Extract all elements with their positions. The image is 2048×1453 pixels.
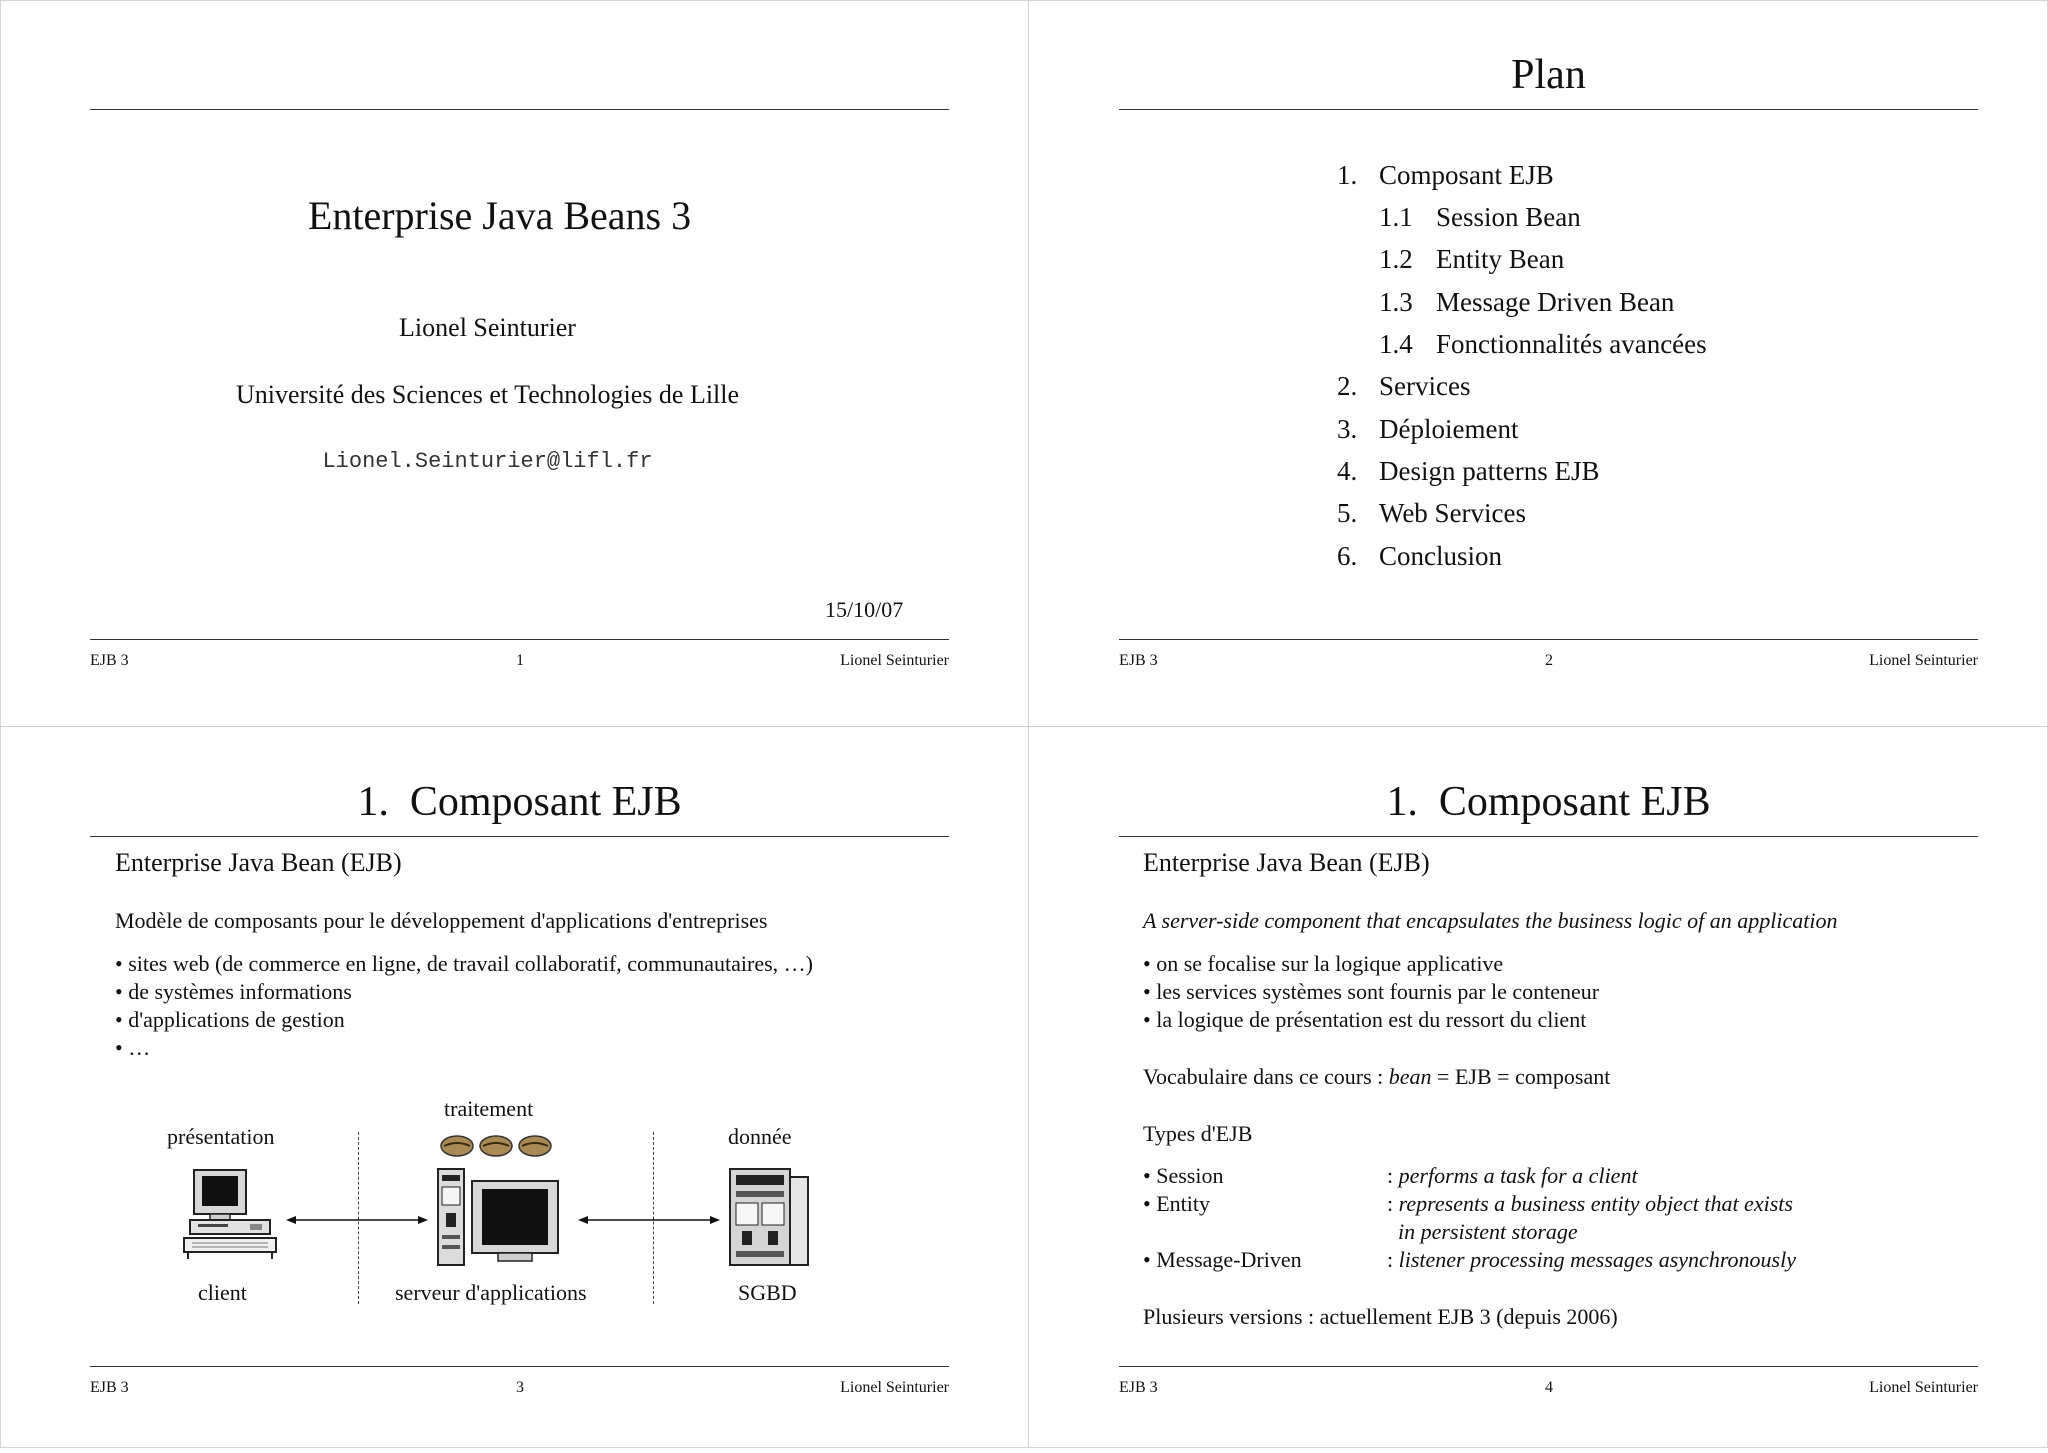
ejb-type-name: • Entity — [1143, 1191, 1210, 1216]
bottom-rule — [1119, 639, 1978, 640]
ejb-type-desc: : represents a business entity object that exists — [1387, 1191, 1793, 1216]
versions-line: Plusieurs versions : actuellement EJB 3 (depuis 2006) — [1143, 1304, 1618, 1329]
database-server-icon — [728, 1167, 812, 1271]
footer-left: EJB 3 — [90, 652, 129, 669]
bottom-rule — [90, 1366, 949, 1367]
plan-item: 3. Déploiement — [1337, 414, 1519, 444]
bullet-item: • les services systèmes sont fournis par le conteneur — [1143, 979, 1600, 1004]
plan-item: 4. Design patterns EJB — [1337, 456, 1600, 486]
presentation-date: 15/10/07 — [825, 597, 904, 622]
bullet-item: • sites web (de commerce en ligne, de travail collaboratif, communautaires, …) — [115, 951, 813, 976]
server-database-arrow — [578, 1211, 720, 1229]
plan-item: 1. Composant EJB — [1337, 160, 1554, 190]
bullet-item: • … — [115, 1035, 151, 1060]
label-traitement: traitement — [444, 1096, 534, 1121]
slide-title: Plan — [1511, 52, 1586, 98]
footer-page-number: 1 — [516, 652, 524, 669]
slide-1 — [0, 0, 1028, 726]
vocabulary-line: Vocabulaire dans ce cours : bean = EJB = composant — [1143, 1064, 1611, 1089]
plan-item: 1.4 Fonctionnalités avancées — [1379, 329, 1707, 359]
types-heading: Types d'EJB — [1143, 1121, 1253, 1146]
plan-item: 6. Conclusion — [1337, 541, 1503, 571]
bullet-item: • d'applications de gestion — [115, 1007, 345, 1032]
top-rule — [1119, 836, 1978, 837]
label-presentation: présentation — [167, 1124, 275, 1149]
footer-page-number: 4 — [1545, 1379, 1553, 1396]
application-server-icon — [436, 1167, 564, 1271]
slide-subtitle: Enterprise Java Bean (EJB) — [1143, 848, 1430, 877]
slide-2 — [1029, 0, 2048, 726]
label-client: client — [198, 1280, 247, 1305]
footer-right: Lionel Seinturier — [840, 652, 949, 669]
intro-text: Modèle de composants pour le développement d'applications d'entreprises — [115, 908, 768, 933]
footer-page-number: 3 — [516, 1379, 524, 1396]
label-sgbd: SGBD — [738, 1280, 797, 1305]
presentation-title: Enterprise Java Beans 3 — [307, 193, 692, 238]
ejb-type-desc: : listener processing messages asynchronously — [1387, 1247, 1796, 1272]
plan-item: 1.1 Session Bean — [1379, 202, 1581, 232]
bottom-rule — [90, 639, 949, 640]
ejb-type-name: • Session — [1143, 1163, 1224, 1188]
footer-right: Lionel Seinturier — [840, 1379, 949, 1396]
top-rule — [90, 836, 949, 837]
footer-left: EJB 3 — [90, 1379, 129, 1396]
ejb-type-name: • Message-Driven — [1143, 1247, 1302, 1272]
label-donnee: donnée — [728, 1124, 792, 1149]
bullet-item: • la logique de présentation est du ressort du client — [1143, 1007, 1587, 1032]
plan-item: 1.2 Entity Bean — [1379, 244, 1565, 274]
plan-item: 5. Web Services — [1337, 498, 1527, 528]
author-email: Lionel.Seinturier@lifl.fr — [322, 449, 653, 474]
slide-4 — [1029, 727, 2048, 1453]
ejb-definition: A server-side component that encapsulates the business logic of an application — [1143, 908, 1838, 933]
bullet-item: • on se focalise sur la logique applicative — [1143, 951, 1504, 976]
beans-icon — [440, 1133, 552, 1159]
slide-3 — [0, 727, 1028, 1453]
slide-title: 1. Composant EJB — [1386, 779, 1711, 825]
plan-item: 1.3 Message Driven Bean — [1379, 287, 1675, 317]
footer-right: Lionel Seinturier — [1869, 652, 1978, 669]
slide-subtitle: Enterprise Java Bean (EJB) — [115, 848, 402, 877]
top-rule — [90, 109, 949, 110]
plan-item: 2. Services — [1337, 371, 1471, 401]
footer-right: Lionel Seinturier — [1869, 1379, 1978, 1396]
footer-left: EJB 3 — [1119, 652, 1158, 669]
bottom-rule — [1119, 1366, 1978, 1367]
bullet-item: • de systèmes informations — [115, 979, 352, 1004]
footer-page-number: 2 — [1545, 652, 1553, 669]
university-name: Université des Sciences et Technologies de Lille — [235, 380, 740, 409]
label-server: serveur d'applications — [395, 1280, 587, 1305]
slide-title: 1. Composant EJB — [357, 779, 682, 825]
author-name: Lionel Seinturier — [399, 313, 576, 342]
ejb-type-desc-continued: in persistent storage — [1398, 1219, 1578, 1244]
client-computer-icon — [180, 1167, 280, 1263]
footer-left: EJB 3 — [1119, 1379, 1158, 1396]
client-server-arrow — [286, 1211, 428, 1229]
top-rule — [1119, 109, 1978, 110]
ejb-type-desc: : performs a task for a client — [1387, 1163, 1638, 1188]
